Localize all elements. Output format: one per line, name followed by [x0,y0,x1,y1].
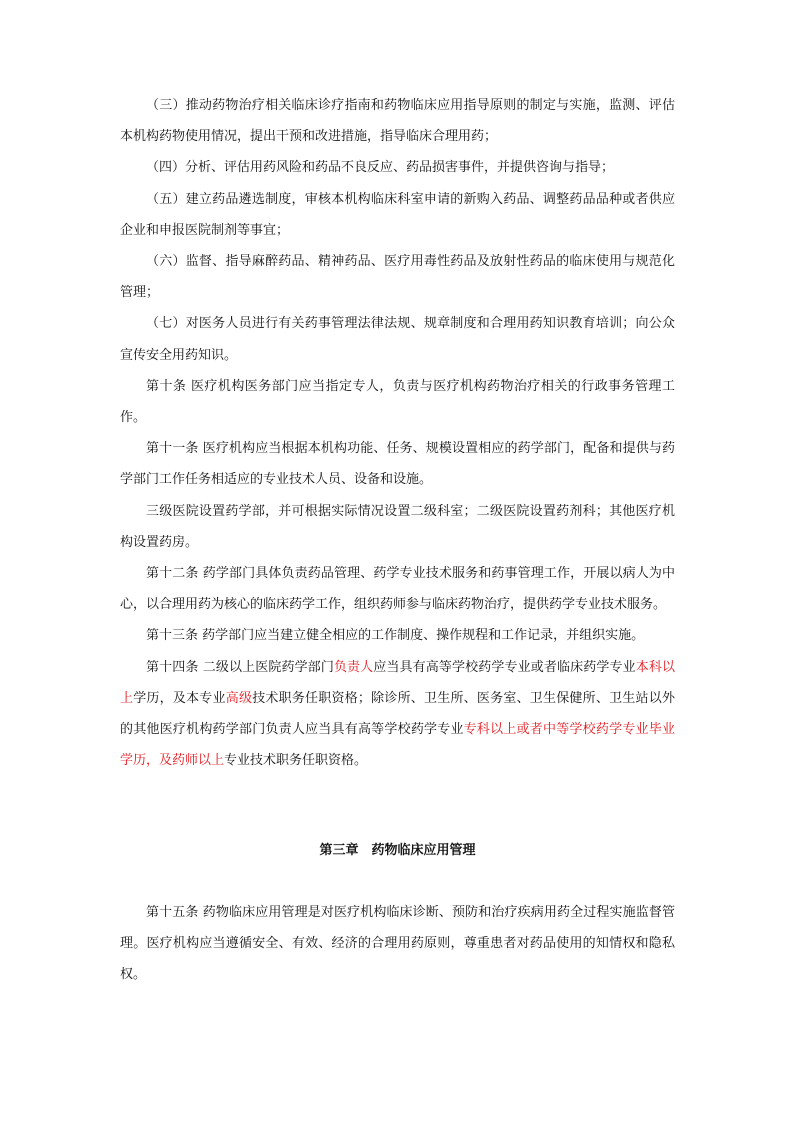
paragraph-item-5: （五）建立药品遴选制度，审核本机构临床科室申请的新购入药品、调整药品品种或者供应企业和申报医院制剂等事宜； [120,191,675,238]
article-14-text-1: 第十四条 二级以上医院药学部门 [146,659,334,675]
paragraph-item-4: （四）分析、评估用药风险和药品不良反应、药品损害事件，并提供咨询与指导； [146,160,615,176]
paragraph-item-7: （七）对医务人员进行有关药事管理法律法规、规章制度和合理用药知识教育培训；向公众宣传安全用药知识。 [120,316,675,363]
article-11: 第十一条 医疗机构应当根据本机构功能、任务、规模设置相应的药学部门，配备和提供与药学部门工作任务相适应的专业技术人员、设备和设施。 [120,441,675,488]
article-14 [120,652,675,777]
article-14-text-2: 应当具有高等学校药学专业或者临床药学专业 [373,659,636,675]
article-14-highlight-2: 本科以上 [120,659,675,706]
article-10: 第十条 医疗机构医务部门应当指定专人，负责与医疗机构药物治疗相关的行政事务管理工作。 [120,378,675,426]
chapter-number: 第三章 [319,843,359,859]
article-14-text-5: 专业技术职务任职资格。 [224,753,368,769]
article-14-highlight-3: 高级 [225,690,253,706]
article-12: 第十二条 药学部门具体负责药品管理、药学专业技术服务和药事管理工作，开展以病人为中心，以合理用药为核心的临床药学工作，组织药师参与临床药物治疗，提供药学专业技术服务。 [120,566,675,613]
paragraph-item-3: （三）推动药物治疗相关临床诊疗指南和药物临床应用指导原则的制定与实施，监测、评估本机构药物使用情况，提出干预和改进措施，指导临床合理用药； [120,98,675,145]
article-13: 第十三条 药学部门应当建立健全相应的工作制度、操作规程和工作记录，并组织实施。 [146,628,645,644]
document-body [120,90,675,990]
article-14-highlight-4: 专科以上或者中等学校药学专业毕业学历，及药师以上 [120,722,675,769]
paragraph-item-6: （六）监督、指导麻醉药品、精神药品、医疗用毒性药品及放射性药品的临床使用与规范化管理； [120,254,675,301]
chapter-title: 药物临床应用管理 [371,843,476,859]
article-11-detail: 三级医院设置药学部，并可根据实际情况设置二级科室；二级医院设置药剂科；其他医疗机构设置药房。 [120,503,675,550]
article-14-text-4: 技术职务任职资格；除诊所、卫生所、医务室、卫生保健所、卫生站以外的其他医疗机构药学部门负责人应当具有高等学校药学专业 [120,690,675,738]
article-14-highlight-1: 负责人 [333,659,374,675]
chapter-heading [120,835,675,866]
article-14-text-3: 学历，及本专业 [133,690,226,706]
article-15: 第十五条 药物临床应用管理是对医疗机构临床诊断、预防和治疗疾病用药全过程实施监督管理。医疗机构应当遵循安全、有效、经济的合理用药原则，尊重患者对药品使用的知情权和隐私权。 [120,904,675,983]
